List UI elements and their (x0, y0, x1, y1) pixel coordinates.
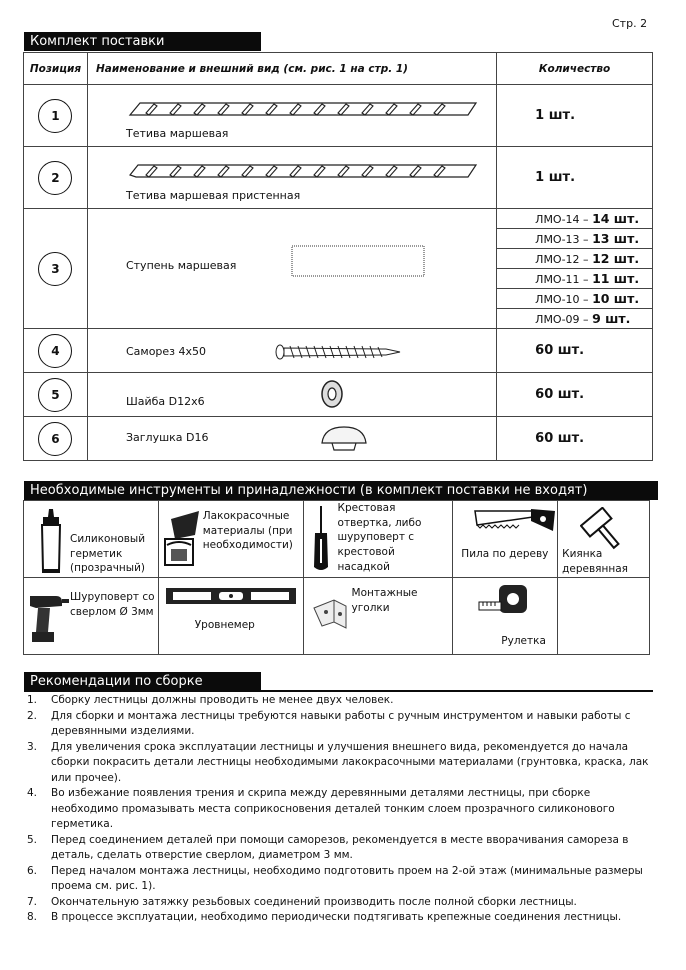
plug-cap-icon (318, 423, 370, 453)
stair-tread-icon (291, 245, 425, 277)
kit-table (23, 52, 653, 461)
tool-cell-screwdriver (303, 501, 453, 578)
item-name: Шайба D12х6 (125, 395, 205, 408)
list-item: 1. Сборку лестницы должны проводить не менее двух человек. (27, 694, 394, 706)
item-quantity: 1 шт. (497, 85, 653, 147)
item-name: Тетива маршевая (125, 127, 229, 140)
item-quantity: 1 шт. (497, 147, 653, 209)
variant-row: ЛМО-14 – 14 шт. (497, 209, 653, 229)
tool-label: Шуруповерт со сверлом Ø 3мм (70, 591, 155, 618)
recs-divider (24, 690, 653, 692)
variant-row: ЛМО-13 – 13 шт. (497, 229, 653, 249)
item-number-badge: 2 (38, 161, 72, 195)
list-item: 3. Для увеличения срока эксплуатации лестницы и улучшения внешнего вида, рекомендуется до начала сборки покрасить детали лестницы необходимыми лакокрасочными материалами (грунтовка, краска, лак или прочее). (27, 740, 649, 784)
item-quantity: 60 шт. (497, 373, 653, 417)
kit-header-row (24, 53, 653, 85)
variant-row: ЛМО-10 – 10 шт. (497, 289, 653, 309)
tool-label: Уровнемер (194, 619, 255, 631)
page-number: Стр. 2 (612, 17, 648, 30)
tool-cell-tape (453, 578, 558, 655)
tools-table (23, 500, 650, 655)
tool-label: Силиконовый герметик (прозрачный) (70, 533, 146, 575)
list-item: 2. Для сборки и монтажа лестницы требуются навыки работы с ручным инструментом и навыки работы с деревянными изделиями. (27, 709, 631, 737)
item-number-badge: 6 (38, 422, 72, 456)
kit-row-1 (24, 85, 653, 147)
sealant-tube-icon (38, 507, 64, 575)
saw-icon (473, 507, 557, 537)
kit-row-5 (24, 373, 653, 417)
stair-stringer-icon (128, 99, 478, 121)
tool-label: Монтажные уголки (351, 587, 418, 614)
bracket-icon (310, 596, 350, 632)
header-quantity: Количество (497, 53, 653, 85)
tool-cell-drill (24, 578, 159, 655)
kit-section-title: Комплект поставки (24, 32, 261, 51)
tape-measure-icon (477, 584, 533, 614)
level-icon (165, 584, 297, 606)
item-number-badge: 1 (38, 99, 72, 133)
list-item: 6. Перед началом монтажа лестницы, необходимо подготовить проем на 2-ой этаж (минимальные размеры проема см. рис. 1). (27, 864, 643, 892)
tool-label: Лакокрасочные материалы (при необходимости) (202, 510, 293, 552)
screwdriver-icon (312, 505, 330, 575)
variant-row: ЛМО-11 – 11 шт. (497, 269, 653, 289)
item-name: Заглушка D16 (125, 431, 209, 444)
recs-list (24, 693, 654, 926)
item-number-badge: 4 (38, 334, 72, 368)
tool-cell-paint (158, 501, 303, 578)
tools-section-title: Необходимые инструменты и принадлежности (в комплект поставки не входят) (24, 481, 658, 500)
tool-label: Крестовая отвертка, либо шуруповерт с крестовой насадкой (337, 502, 422, 573)
item-name: Тетива маршевая пристенная (125, 189, 301, 202)
tool-label: Киянка деревянная (562, 548, 628, 575)
kit-row-4 (24, 329, 653, 373)
tool-label: Пила по дереву (461, 548, 549, 560)
tool-cell-sealant (24, 501, 159, 578)
recs-section-title: Рекомендации по сборке (24, 672, 261, 691)
item-quantity: 60 шт. (497, 417, 653, 461)
item-number-badge: 3 (38, 252, 72, 286)
wall-stringer-icon (128, 161, 478, 183)
list-item: 7. Окончательную затяжку резьбовых соединений производить после полной сборки лестницы. (27, 895, 577, 908)
tool-cell-mallet (558, 501, 650, 578)
tool-cell-empty (558, 578, 650, 655)
tool-cell-saw (453, 501, 558, 578)
item-number-badge: 5 (38, 378, 72, 412)
item-name: Саморез 4х50 (125, 345, 207, 358)
header-position: Позиция (24, 53, 88, 85)
screw-icon (274, 343, 404, 361)
tool-cell-bracket (303, 578, 453, 655)
kit-row-2 (24, 147, 653, 209)
list-item: 4. Во избежание появления трения и скрипа между деревянными деталями лестницы, при сборке необходимо промазывать места соприкосновения деталей тонким слоем прозрачного силиконового герметика. (27, 787, 615, 830)
item-name: Ступень маршевая (125, 259, 237, 272)
washer-icon (320, 379, 344, 409)
list-item: 8. В процессе эксплуатации, необходимо периодически подтягивать крепежные соединения лестницы. (27, 911, 622, 923)
drill-icon (26, 586, 70, 646)
paint-can-icon (161, 509, 201, 569)
header-name: Наименование и внешний вид (см. рис. 1 на стр. 1) (87, 53, 496, 85)
kit-row-6 (24, 417, 653, 461)
mallet-icon (580, 507, 624, 551)
variant-row: ЛМО-09 – 9 шт. (497, 309, 653, 329)
variant-row: ЛМО-12 – 12 шт. (497, 249, 653, 269)
tool-cell-level (158, 578, 303, 655)
item-quantity: 60 шт. (497, 329, 653, 373)
list-item: 5. Перед соединением деталей при помощи саморезов, рекомендуется в месте вворачивания самореза в деталь, сделать отверстие сверлом, диаметром 3 мм. (27, 833, 629, 861)
tool-label: Рулетка (501, 635, 546, 647)
kit-row-3 (24, 209, 653, 229)
